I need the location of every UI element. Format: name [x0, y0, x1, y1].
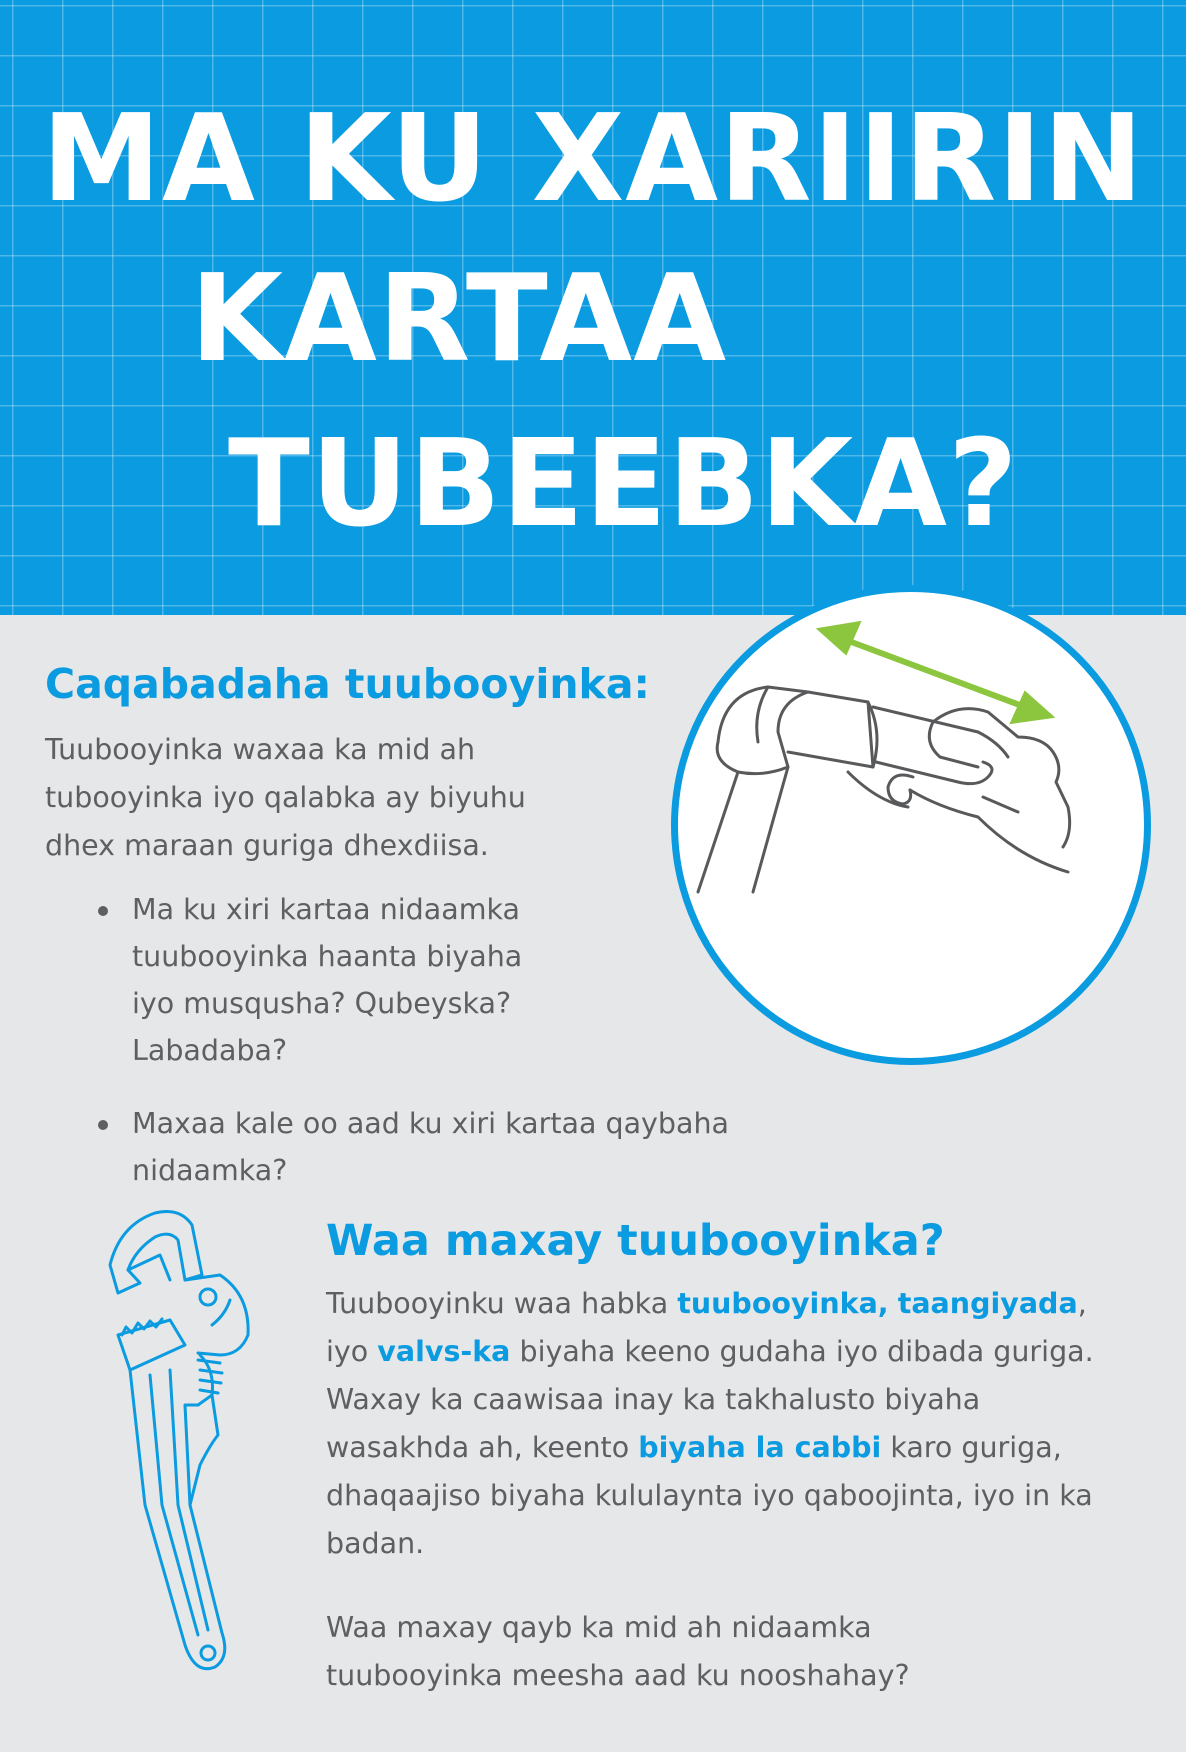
- header-banner: [0, 0, 1186, 615]
- bullet-dot-icon: [98, 906, 108, 916]
- intro-line: Tuubooyinka waxaa ka mid ah: [45, 733, 476, 766]
- section2-heading: Waa maxay tuubooyinka?: [326, 1216, 945, 1266]
- list-item-line: Labadaba?: [132, 1034, 288, 1067]
- paragraph-text: biyaha keeno gudaha iyo dibada guriga. Waxay ka caawisaa inay ka takhalusto biyaha wasakhda ah, keento: [326, 1335, 1094, 1464]
- list-item-line: tuubooyinka haanta biyaha: [132, 940, 523, 973]
- list-item-line: iyo musqusha? Qubeyska?: [132, 987, 512, 1020]
- intro-line: dhex maraan guriga dhexdiisa.: [45, 829, 489, 862]
- highlight-term: taangiyada: [897, 1287, 1078, 1320]
- section1-intro: [45, 726, 665, 870]
- list-item: [96, 886, 796, 1074]
- question-list: [96, 886, 796, 1220]
- paragraph-text: , iyo: [326, 1287, 1087, 1368]
- bullet-dot-icon: [98, 1120, 108, 1130]
- list-item-line: nidaamka?: [132, 1154, 288, 1187]
- section1-heading: Caqabadaha tuubooyinka:: [45, 660, 650, 708]
- title-line-3: TUBEEBKA?: [228, 415, 1019, 554]
- title-line-2: KARTAA: [190, 250, 728, 389]
- pipe-wrench-icon: [100, 1205, 280, 1685]
- list-item: [96, 1100, 796, 1194]
- list-item-line: Ma ku xiri kartaa nidaamka: [132, 893, 520, 926]
- highlight-term: tuubooyinka,: [677, 1287, 889, 1320]
- intro-line: tubooyinka iyo qalabka ay biyuhu: [45, 781, 526, 814]
- highlight-term: biyaha la cabbi: [638, 1431, 882, 1464]
- list-item-line: Maxaa kale oo aad ku xiri kartaa qaybaha: [132, 1107, 729, 1140]
- section2-paragraph-2: Waa maxay qayb ka mid ah nidaamka tuubooyinka meesha aad ku nooshahay?: [326, 1611, 910, 1692]
- title-line-1: MA KU XARIIRIN: [41, 90, 1145, 229]
- highlight-term: valvs-ka: [377, 1335, 511, 1368]
- paragraph-text: karo guriga, dhaqaajiso biyaha kululaynta iyo qaboojinta, iyo in ka badan.: [326, 1431, 1093, 1560]
- section2-paragraph-1: [326, 1280, 1126, 1568]
- paragraph-text: Tuubooyinku waa habka: [326, 1287, 678, 1320]
